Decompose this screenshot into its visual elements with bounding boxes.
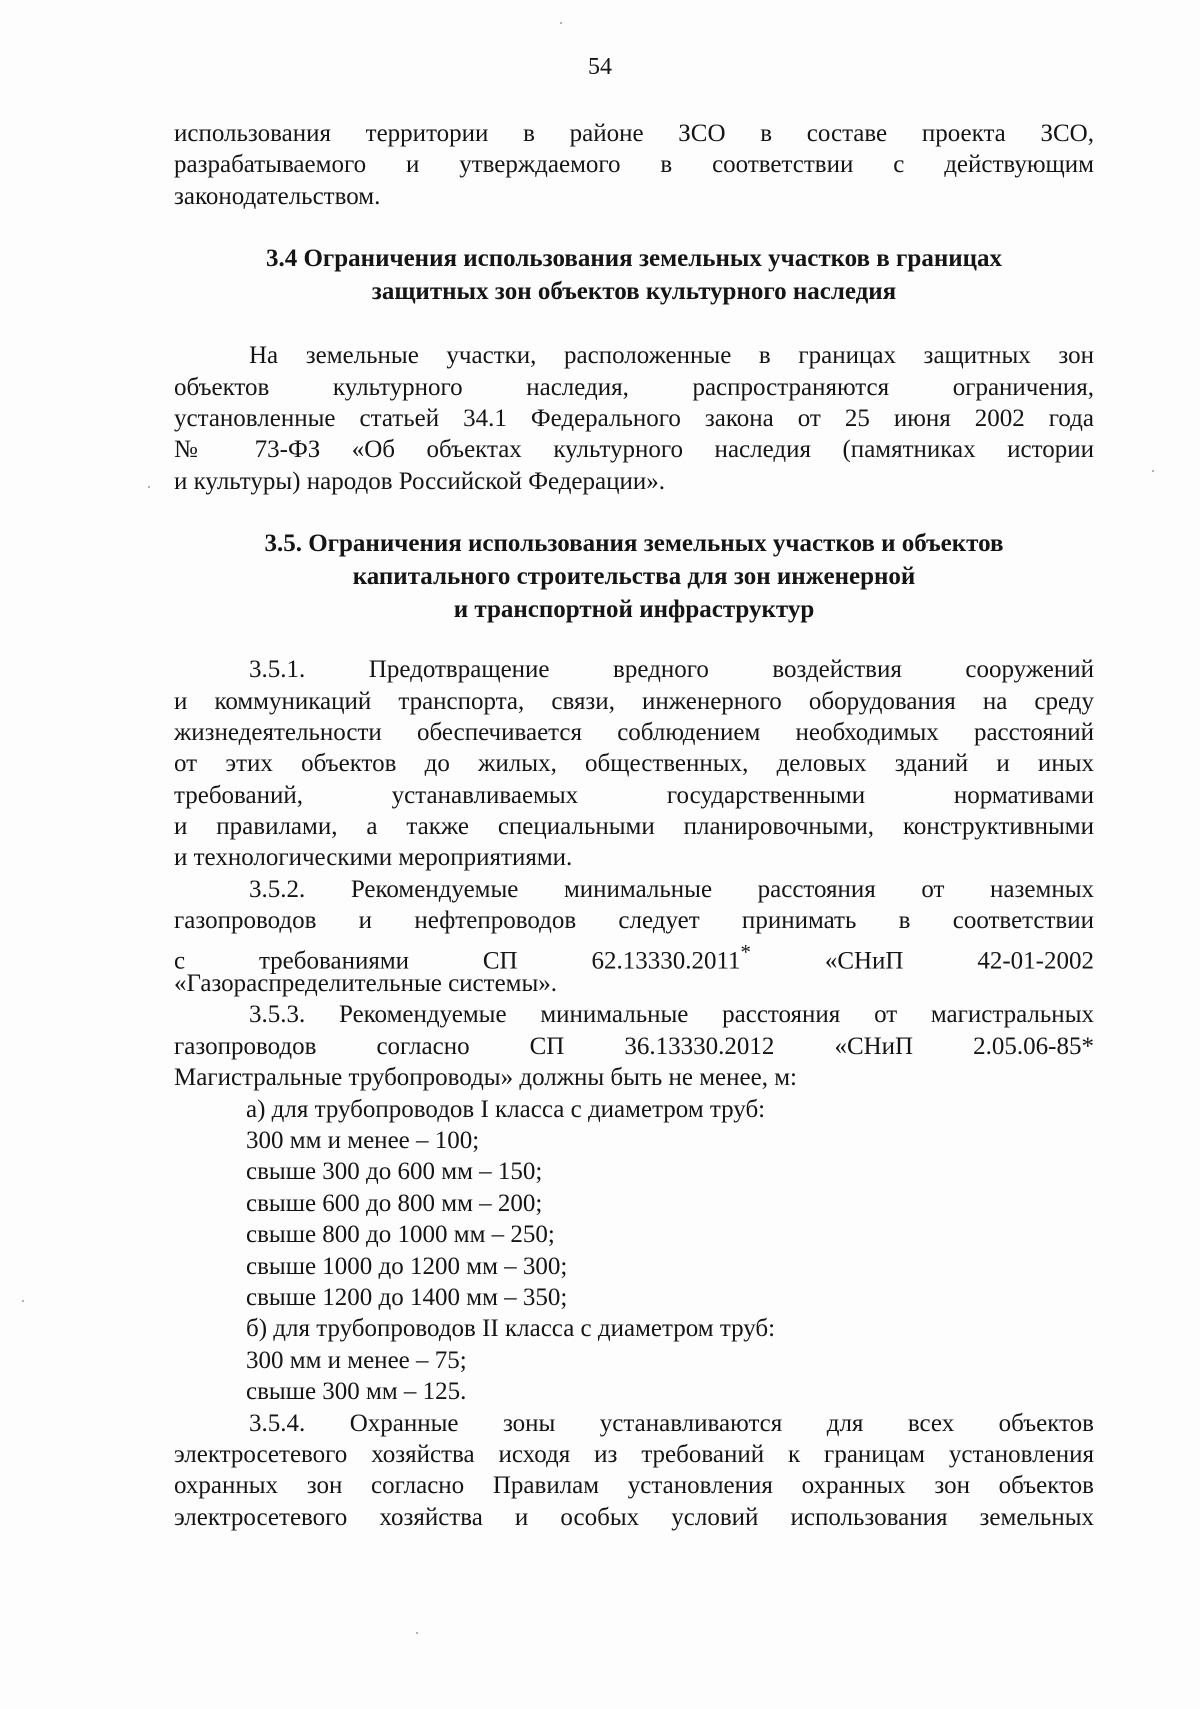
list-item: 300 мм и менее – 75; (246, 1346, 467, 1374)
text-line: требований, устанавливаемых государственными нормативами (174, 781, 1094, 809)
text-line: установленные статьей 34.1 Федерального закона от 25 июня 2002 года (174, 404, 1094, 432)
text-line: и коммуникаций транспорта, связи, инженерного оборудования на среду (174, 687, 1094, 715)
text-line: и правилами, а также специальными планировочными, конструктивными (174, 813, 1094, 841)
paragraph-3-5-4 (174, 1408, 1094, 1534)
text-line: жизнедеятельности обеспечивается соблюдением необходимых расстояний (174, 718, 1094, 746)
list-item: свыше 600 до 800 мм – 200; (246, 1189, 543, 1217)
list-item: свыше 1200 до 1400 мм – 350; (246, 1283, 568, 1311)
text-line: и технологическими мероприятиями. (174, 844, 573, 872)
list-item: 300 мм и менее – 100; (246, 1126, 480, 1154)
section-3-4-paragraph (174, 340, 1094, 497)
text-line: 3.5.3. Рекомендуемые минимальные расстояния от магистральных (249, 1001, 1094, 1029)
text-line: «Газораспределительные системы». (174, 970, 558, 998)
text-line (174, 937, 1094, 974)
text-line: и культуры) народов Российской Федерации». (174, 467, 666, 495)
page-content (174, 118, 1094, 1533)
scan-speck (22, 1300, 24, 1302)
text-line: законодательством. (174, 182, 381, 210)
section-3-4-heading (174, 242, 1094, 308)
text-line: На земельные участки, расположенные в границах защитных зон (249, 342, 1094, 370)
text-line: газопроводов согласно СП 36.13330.2012 «СНиП 2.05.06-85* (174, 1032, 1094, 1060)
text-line: разрабатываемого и утверждаемого в соответствии с действующим (174, 151, 1094, 179)
text-line: Магистральные трубопроводы» должны быть не менее, м: (174, 1064, 797, 1092)
scan-speck (1152, 470, 1154, 472)
heading-line: защитных зон объектов культурного наследия (371, 278, 897, 306)
scan-speck (560, 22, 562, 24)
paragraph-3-5-1 (174, 654, 1094, 874)
list-item: свыше 300 до 600 мм – 150; (246, 1158, 543, 1186)
text-line: 3.5.4. Охранные зоны устанавливаются для всех объектов (249, 1409, 1094, 1437)
text-line: использования территории в районе ЗСО в составе проекта ЗСО, (174, 120, 1094, 147)
intro-paragraph (174, 118, 1094, 212)
text-fragment: с требованиями СП 62.13330.2011 (174, 946, 741, 974)
scan-speck (416, 1632, 418, 1634)
page-number: 54 (588, 54, 612, 80)
text-line: от этих объектов до жилых, общественных, деловых зданий и иных (174, 750, 1094, 778)
heading-line: 3.5. Ограничения использования земельных участков и объектов (264, 530, 1004, 558)
text-line: № 73-ФЗ «Об объектах культурного наследия (памятниках истории (174, 436, 1094, 464)
paragraph-3-5-3 (174, 999, 1094, 1407)
text-line: охранных зон согласно Правилам установления охранных зон объектов (174, 1472, 1094, 1500)
paragraph-3-5-2 (174, 874, 1094, 1000)
section-3-5-heading (174, 527, 1094, 626)
text-line: объектов культурного наследия, распространяются ограничения, (174, 373, 1094, 401)
list-header: б) для трубопроводов II класса с диаметром труб: (246, 1315, 776, 1343)
scan-speck (148, 486, 150, 488)
text-line: 3.5.2. Рекомендуемые минимальные расстояния от наземных (249, 875, 1094, 903)
text-line: 3.5.1. Предотвращение вредного воздействия сооружений (249, 656, 1094, 684)
text-line: газопроводов и нефтепроводов следует принимать в соответствии (174, 907, 1094, 935)
heading-line: капитального строительства для зон инженерной (352, 563, 916, 591)
list-header: а) для трубопроводов I класса с диаметром труб: (246, 1095, 766, 1123)
list-item: свыше 1000 до 1200 мм – 300; (246, 1252, 568, 1280)
footnote-mark: * (740, 939, 751, 964)
heading-line: и транспортной инфраструктур (453, 596, 815, 624)
text-fragment: «СНиП 42-01-2002 (824, 946, 1094, 974)
text-line: электросетевого хозяйства и особых условий использования земельных (174, 1503, 1094, 1531)
list-item: свыше 800 до 1000 мм – 250; (246, 1221, 555, 1249)
text-line: электросетевого хозяйства исходя из требований к границам установления (174, 1440, 1094, 1468)
list-item: свыше 300 мм – 125. (246, 1378, 467, 1406)
heading-line: 3.4 Ограничения использования земельных участков в границах (265, 245, 1003, 273)
